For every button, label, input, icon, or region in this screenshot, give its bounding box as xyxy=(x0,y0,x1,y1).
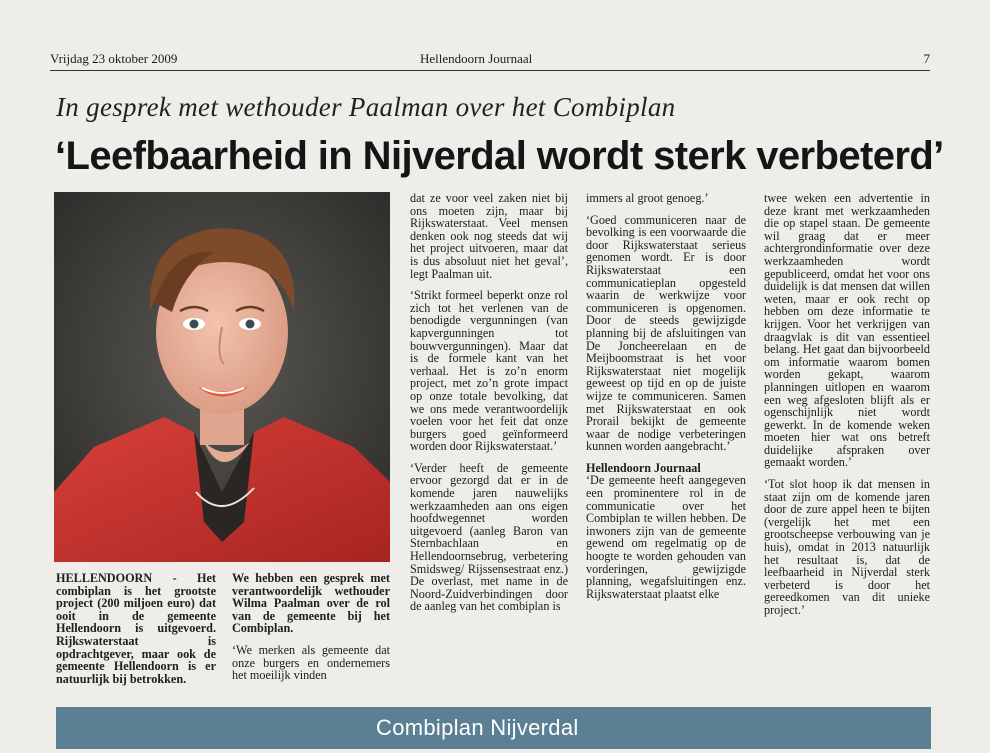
paragraph: twee weken een advertentie in deze krant met werkzaamheden die op stapel staan. De gemeente wil graag dat er meer achtergrondinformatie over deze werkzaamheden wordt gepubliceerd, omdat het voor ons duidelijk is dat mensen dat willen weten, maar er ook recht op hebben om deze informatie te krijgen. Voor het verkrijgen van draagvlak is dit van essentieel belang. Het gaat dan bijvoorbeeld om informatie waarom bomen worden gekapt, waarom planningen uitlopen en waarom een weg afgesloten blijft als er ogenschijnlijk niet wordt gewerkt. In de komende weken moeten hier wat ons betreft duidelijke afspraken over gemaakt worden.’ xyxy=(764,191,930,470)
article-kicker: In gesprek met wethouder Paalman over het Combiplan xyxy=(56,92,676,122)
paragraph: ‘Strikt formeel beperkt onze rol zich tot het verlenen van de benodigde vergunningen (van kapvergunningen tot bouwvergunningen). Maar dat is de formele kant van het verhaal. Het is zo’n enorm project, met zo’n grote impact op onze totale bevolking, dat we ons mede verantwoordelijk voelen voor het feit dat onze burgers goed geïnformeerd worden door Rijkswaterstaat.’ xyxy=(410,288,568,454)
intro-text: HELLENDOORN - Het combiplan is het grootste project (200 miljoen euro) dat ooit in de gemeente Hellendoorn is uitgevoerd. Rijkswaterstaat is opdrachtgever, maar ook de gemeente Hellendoorn is er natuurlijk bij betrokken. xyxy=(56,571,216,686)
paragraph: ‘Tot slot hoop ik dat mensen in staat zijn om de komende jaren door de zure appel heen te bijten (vergelijk het met een grootscheepse verbouwing van je huis), omdat in 2013 natuurlijk het resultaat is, dat de leefbaarheid in Nijverdal sterk verbeterd is door het gereedkomen van dit unieke project.’ xyxy=(764,477,930,617)
paragraph: dat ze voor veel zaken niet bij ons moeten zijn, maar bij Rijkswaterstaat. Veel mensen denken ook nog steeds dat wij het project uitvoeren, maar dat is dus absoluut niet het geval’, legt Paalman uit. xyxy=(410,191,568,281)
page-header xyxy=(50,52,930,66)
lead-paragraph: We hebben een gesprek met verantwoordelijk wethouder Wilma Paalman over de rol van de gemeente bij het Combiplan. xyxy=(232,571,390,636)
portrait-illustration xyxy=(54,192,390,562)
newspaper-name: Hellendoorn Journaal xyxy=(420,51,533,66)
paragraph: immers al groot genoeg.’ xyxy=(586,191,709,205)
page-number: 7 xyxy=(923,51,930,66)
section-banner-label: Combiplan Nijverdal xyxy=(376,715,579,740)
article-column-1 xyxy=(232,572,390,691)
paragraph: ‘Goed communiceren naar de bevolking is een voorwaarde die door Rijkswaterstaat serieus genomen wordt. Er is door Rijkswaterstaat een communicatieplan opgesteld waarin de werkwijze voor communiceren is opgenomen. Door de steeds gewijzigde planning bij de afsluitingen van De Joncheerelaan en de Meijboomstraat is het voor Rijkswaterstaat niet mogelijk geweest op tijd en op de juiste wijze te communiceren. Samen met Rijkswaterstaat en ook Prorail bekijkt de gemeente waar de nodige verbeteringen kunnen worden aangebracht.’ xyxy=(586,212,746,454)
article-column-2 xyxy=(410,192,568,622)
article-column-3 xyxy=(586,192,746,609)
paragraph: ‘De gemeente heeft aangegeven een prominentere rol in de communicatie over het Combiplan te willen hebben. De inwoners zijn van de gemeente gewend om regelmatig op de hoogte te worden gehouden van vorderingen, gewijzigde planning, wegafsluitingen enz. Rijkswaterstaat plaatst elke xyxy=(586,473,746,601)
header-rule xyxy=(50,70,930,71)
article-column-4 xyxy=(764,192,930,626)
issue-date: Vrijdag 23 oktober 2009 xyxy=(50,51,178,66)
paragraph: ‘Verder heeft de gemeente ervoor gezorgd dat er in de komende jaren nauwelijks werkzaamheden aan ons eigen hoofdwegennet worden uitgevoerd (aanleg Baron van Sternbachlaan en Hellendoornsebrug, verbetering Smidsweg/ Rijssensestraat enz.) De overlast, met name in de Noord-Zuidverbindingen door de aanleg van het combiplan is xyxy=(410,460,568,614)
section-banner xyxy=(56,707,931,749)
portrait-photo xyxy=(54,192,390,562)
paragraph: ‘We merken als gemeente dat onze burgers en ondernemers het moeilijk vinden xyxy=(232,642,390,683)
subheading: Hellendoorn Journaal xyxy=(586,460,701,475)
article-headline: ‘Leefbaarheid in Nijverdal wordt sterk verbeterd’ xyxy=(55,134,944,178)
intro-column xyxy=(56,572,216,694)
